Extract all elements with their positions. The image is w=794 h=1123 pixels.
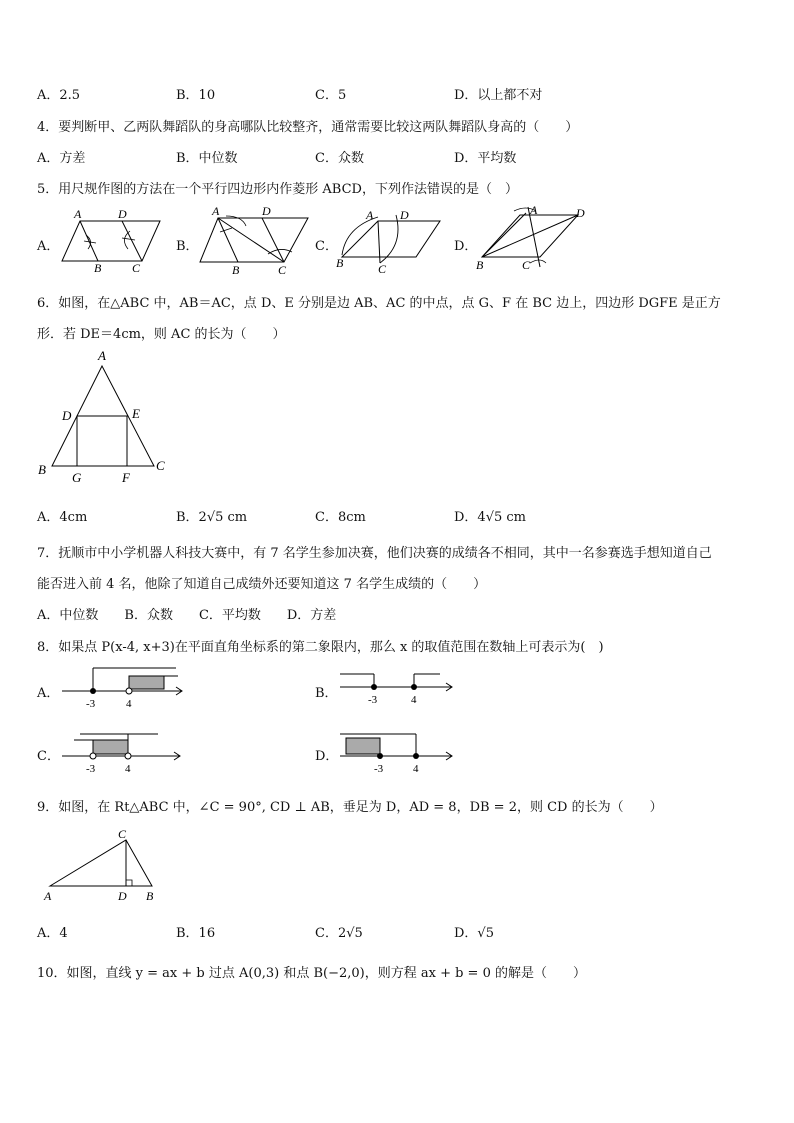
q6-label-d: D xyxy=(62,408,72,423)
q5-option-a: A． xyxy=(37,239,60,254)
q5c-label-a: A xyxy=(366,208,374,222)
q5-figure-c xyxy=(334,205,446,277)
q8a-tick-neg3: -3 xyxy=(86,698,96,710)
q8-numberline-a xyxy=(58,664,188,710)
q6-label-b: B xyxy=(38,462,46,477)
q8-numberline-c xyxy=(58,728,188,774)
q6-label-c: C xyxy=(156,458,165,473)
q8-option-a: A． xyxy=(37,686,60,701)
q3-option-d: D．以上都不对 xyxy=(454,88,543,103)
q5-option-c: C． xyxy=(315,239,338,254)
q5-figure-a xyxy=(58,205,168,275)
q8-option-c: C． xyxy=(37,749,60,764)
q9-option-d: D．√5 xyxy=(454,926,494,941)
q5a-label-c: C xyxy=(132,261,141,275)
q8-option-b: B． xyxy=(315,686,338,701)
q5b-label-b: B xyxy=(232,263,240,277)
q5-option-d: D． xyxy=(454,239,478,254)
q5c-label-b: B xyxy=(336,256,344,270)
q6-stem-line1: 6．如图，在△ABC 中，AB＝AC，点 D、E 分别是边 AB、AC 的中点，点 G、F 在 BC 边上，四边形 DGFE 是正方 xyxy=(37,296,721,311)
q9-stem: 9．如图，在 Rt△ABC 中，∠C = 90°, CD ⊥ AB，垂足为 D，AD = 8，DB = 2，则 CD 的长为（ ） xyxy=(37,800,663,815)
q9-option-a: A．4 xyxy=(37,926,68,941)
q8-numberline-d xyxy=(336,726,460,774)
q8c-tick-4: 4 xyxy=(125,763,131,774)
q6-option-b: B．2√5 cm xyxy=(176,510,248,525)
q6-label-f: F xyxy=(122,470,130,485)
q6-label-g: G xyxy=(72,470,82,485)
q5b-label-c: C xyxy=(278,263,287,277)
q8-option-d: D． xyxy=(315,749,339,764)
q5d-label-a: A xyxy=(530,203,538,217)
q5b-label-d: D xyxy=(262,204,271,218)
q7-stem-line2: 能否进入前 4 名，他除了知道自己成绩外还要知道这 7 名学生成绩的（ ） xyxy=(37,577,487,592)
q9-label-c: C xyxy=(118,827,127,841)
q8-numberline-b xyxy=(336,664,458,710)
q6-option-a: A．4cm xyxy=(37,510,88,525)
q7-stem-line1: 7．抚顺市中小学机器人科技大赛中，有 7 名学生参加决赛，他们决赛的成绩各不相同，其中一名参赛选手想知道自己 xyxy=(37,546,712,561)
q6-option-d: D．4√5 cm xyxy=(454,510,526,525)
q9-option-c: C．2√5 xyxy=(315,926,363,941)
q8c-tick-neg3: -3 xyxy=(86,763,96,774)
q5-option-b: B． xyxy=(176,239,199,254)
q9-label-a: A xyxy=(44,889,52,903)
q5a-label-b: B xyxy=(94,261,102,275)
q4-option-d: D．平均数 xyxy=(454,151,517,166)
q5c-label-c: C xyxy=(378,262,387,276)
q8d-tick-neg3: -3 xyxy=(374,763,384,774)
q5d-label-b: B xyxy=(476,258,484,272)
q5c-label-d: D xyxy=(400,208,409,222)
q3-option-c: C．5 xyxy=(315,88,347,103)
q5a-label-a: A xyxy=(74,207,82,221)
q8d-tick-4: 4 xyxy=(413,763,419,774)
q8b-tick-neg3: -3 xyxy=(368,694,378,706)
q5-figure-b xyxy=(196,202,314,278)
q4-option-c: C．众数 xyxy=(315,151,364,166)
q10-stem: 10．如图，直线 y = ax + b 过点 A(0,3) 和点 B(−2,0)，则方程 ax + b = 0 的解是（ ） xyxy=(37,966,586,981)
q6-figure xyxy=(34,348,174,488)
q9-option-b: B．16 xyxy=(176,926,216,941)
q6-label-e: E xyxy=(132,406,140,421)
q4-stem: 4．要判断甲、乙两队舞蹈队的身高哪队比较整齐，通常需要比较这两队舞蹈队身高的（ ） xyxy=(37,120,579,135)
q8a-tick-4: 4 xyxy=(126,698,132,710)
q8b-tick-4: 4 xyxy=(411,694,417,706)
q5a-label-d: D xyxy=(118,207,127,221)
q6-stem-line2: 形．若 DE＝4cm，则 AC 的长为（ ） xyxy=(37,327,286,342)
q8-stem: 8．如果点 P(x-4, x+3)在平面直角坐标系的第二象限内，那么 x 的取值范围在数轴上可表示为( ) xyxy=(37,640,604,655)
q9-figure xyxy=(40,826,170,906)
q7-options: A．中位数 B．众数 C．平均数 D．方差 xyxy=(37,608,337,623)
q5-figure-d xyxy=(474,203,592,277)
q5-stem: 5．用尺规作图的方法在一个平行四边形内作菱形 ABCD，下列作法错误的是（ ） xyxy=(37,182,518,197)
q6-option-c: C．8cm xyxy=(315,510,366,525)
q6-label-a: A xyxy=(98,348,106,363)
q5d-label-d: D xyxy=(576,206,585,220)
q3-option-b: B．10 xyxy=(176,88,216,103)
q4-option-a: A．方差 xyxy=(37,151,86,166)
q4-option-b: B．中位数 xyxy=(176,151,238,166)
q5d-label-c: C xyxy=(522,258,531,272)
q5b-label-a: A xyxy=(212,204,220,218)
q3-option-a: A．2.5 xyxy=(37,88,81,103)
q9-label-d: D xyxy=(118,889,127,903)
q9-label-b: B xyxy=(146,889,154,903)
